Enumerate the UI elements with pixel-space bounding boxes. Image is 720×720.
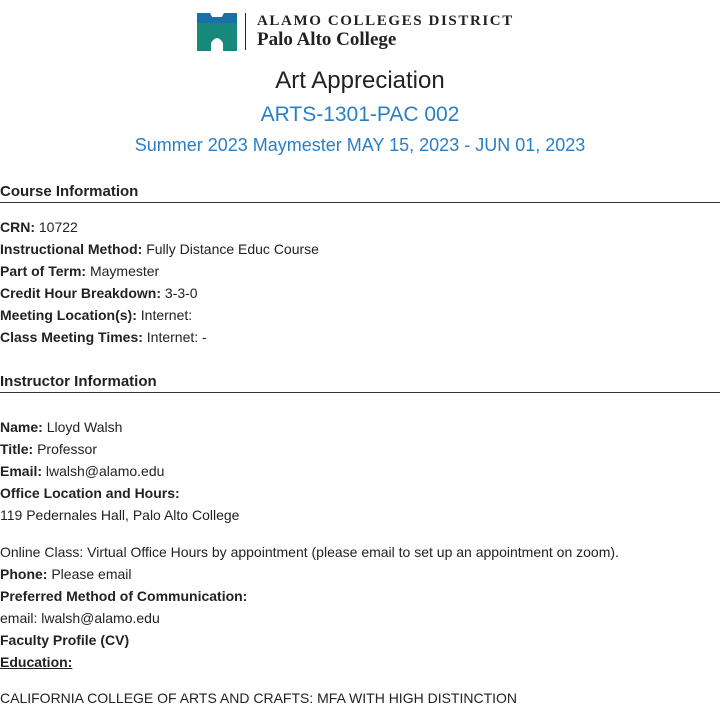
meeting-location-row <box>0 307 192 323</box>
credit-hour-label: Credit Hour Breakdown: <box>0 285 162 301</box>
class-meeting-times-row <box>0 329 207 345</box>
crn-value: 10722 <box>38 219 78 235</box>
phone-label: Phone: <box>0 566 48 582</box>
instructional-method-value: Fully Distance Educ Course <box>146 241 319 257</box>
part-of-term-row <box>0 263 159 279</box>
credit-hour-row <box>0 285 198 301</box>
instructor-title-label: Title: <box>0 441 34 457</box>
instructor-title-value: Professor <box>37 441 98 457</box>
preferred-communication-label-row <box>0 588 247 604</box>
preferred-communication-label: Preferred Method of Communication: <box>0 588 248 604</box>
logo-district-name: ALAMO COLLEGES DISTRICT <box>257 13 514 29</box>
instructional-method-row <box>0 241 319 257</box>
alamo-arch-icon <box>197 13 237 51</box>
class-meeting-times-label: Class Meeting Times: <box>0 329 143 345</box>
meeting-location-value: Internet: <box>140 307 193 323</box>
instructor-name-value: Lloyd Walsh <box>46 419 123 435</box>
education-item: CALIFORNIA COLLEGE OF ARTS AND CRAFTS: MFA WITH HIGH DISTINCTION <box>0 690 518 706</box>
logo-college-name: Palo Alto College <box>257 29 397 50</box>
instructor-information-heading: Instructor Information <box>0 373 720 393</box>
credit-hour-value: 3-3-0 <box>164 285 198 301</box>
crn-row <box>0 219 78 235</box>
college-logo <box>197 13 527 53</box>
course-title: Art Appreciation <box>275 67 445 94</box>
education-label: Education: <box>0 654 73 670</box>
instructor-title-row <box>0 441 97 457</box>
instructor-email-label: Email: <box>0 463 43 479</box>
instructor-email-row <box>0 463 164 479</box>
faculty-profile-row <box>0 632 129 648</box>
part-of-term-value: Maymester <box>89 263 160 279</box>
instructor-name-label: Name: <box>0 419 43 435</box>
instructor-name-row <box>0 419 122 435</box>
part-of-term-label: Part of Term: <box>0 263 87 279</box>
course-code: ARTS-1301-PAC 002 <box>260 103 460 126</box>
course-information-heading: Course Information <box>0 183 720 203</box>
course-term: Summer 2023 Maymester MAY 15, 2023 - JUN 01, 2023 <box>134 135 586 155</box>
education-label-row <box>0 654 72 670</box>
office-location-value: 119 Pedernales Hall, Palo Alto College <box>0 507 240 523</box>
preferred-communication-value: email: lwalsh@alamo.edu <box>0 610 160 626</box>
instructional-method-label: Instructional Method: <box>0 241 143 257</box>
crn-label: CRN: <box>0 219 35 235</box>
office-location-label: Office Location and Hours: <box>0 485 180 501</box>
phone-value: Please email <box>51 566 132 582</box>
instructor-email-value[interactable]: lwalsh@alamo.edu <box>45 463 165 479</box>
class-meeting-times-value: Internet: - <box>146 329 207 345</box>
phone-row <box>0 566 132 582</box>
logo-divider <box>245 13 246 50</box>
office-location-label-row <box>0 485 180 501</box>
faculty-profile-link[interactable]: Faculty Profile (CV) <box>0 632 130 648</box>
meeting-location-label: Meeting Location(s): <box>0 307 137 323</box>
online-class-note: Online Class: Virtual Office Hours by appointment (please email to set up an appointment on zoom). <box>0 544 619 560</box>
